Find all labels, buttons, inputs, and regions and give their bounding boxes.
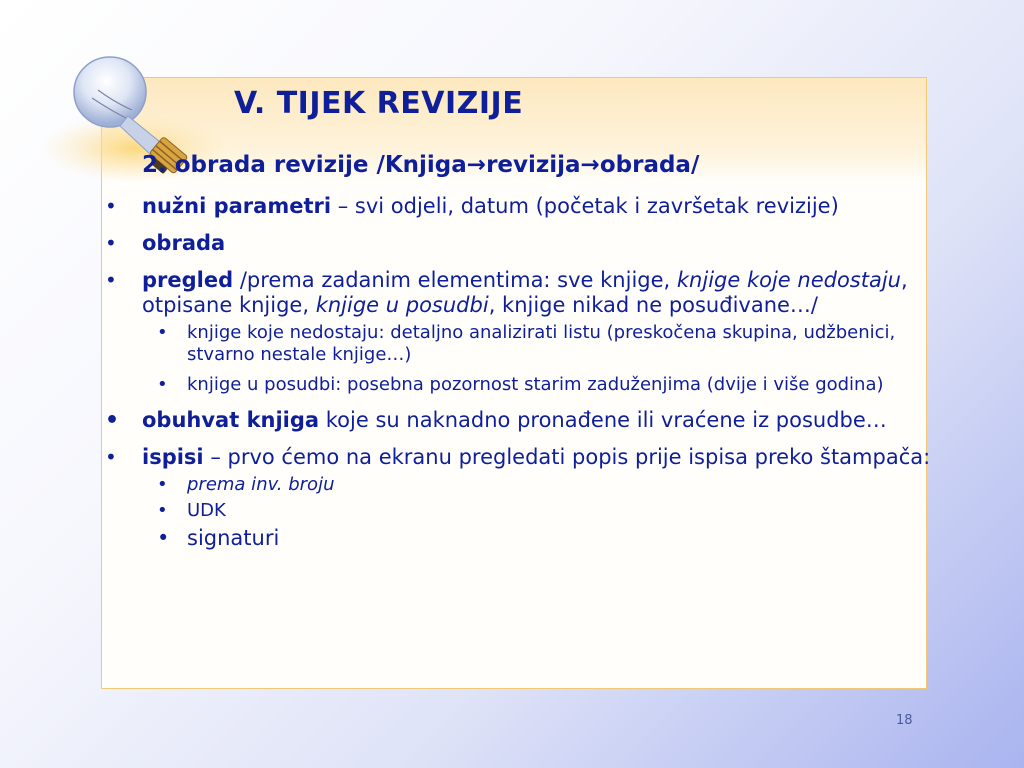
item-text: – svi odjeli, datum (početak i završetak revizije) [331, 194, 839, 218]
bullet-list [105, 194, 945, 559]
item-heading: nužni parametri [142, 194, 332, 218]
sub-item-text: prema inv. broju [187, 474, 335, 495]
sub-item-text: knjige koje nedostaju: detaljno analizirati listu (preskočena skupina, udžbenici, stvarno nestale knjige…) [187, 322, 896, 365]
bullet-icon: • [157, 500, 168, 521]
item-heading: obuhvat knjiga [142, 408, 320, 432]
item-text: – prvo ćemo na ekranu pregledati popis prije ispisa preko štampača: [203, 445, 931, 469]
list-item-obuhvat [105, 408, 945, 433]
bullet-icon: • [105, 268, 117, 292]
list-item-parametri [105, 194, 945, 219]
sub-item [105, 526, 945, 551]
sub-item-text: signaturi [187, 526, 280, 550]
item-text: , otpisane knjige, [142, 268, 908, 317]
bullet-icon: • [105, 194, 117, 218]
item-heading: pregled [142, 268, 234, 292]
sub-item [105, 500, 945, 522]
bullet-icon: • [105, 408, 120, 433]
sub-item-text: UDK [187, 500, 226, 521]
list-item-ispisi [105, 445, 945, 470]
bullet-icon: • [157, 322, 168, 343]
page-number: 18 [896, 713, 913, 728]
bullet-icon: • [157, 474, 168, 495]
bullet-icon: • [105, 445, 117, 469]
item-heading: ispisi [142, 445, 204, 469]
bullet-icon: • [157, 526, 170, 550]
item-italic: knjige u posudbi [315, 293, 489, 317]
slide-subtitle: 2. obrada revizije /Knjiga→revizija→obrada/ [142, 152, 700, 178]
list-item-obrada [105, 231, 945, 256]
item-text: koje su naknadno pronađene ili vraćene iz posudbe… [319, 408, 887, 432]
item-text: /prema zadanim elementima: sve knjige, [233, 268, 677, 292]
sub-item [105, 474, 945, 496]
sub-item [105, 322, 945, 366]
slide-title: V. TIJEK REVIZIJE [234, 86, 524, 121]
bullet-icon: • [105, 231, 117, 255]
sub-item [105, 374, 945, 396]
list-item-pregled [105, 268, 945, 318]
sub-item-text: knjige u posudbi: posebna pozornost starim zaduženjima (dvije i više godina) [187, 374, 884, 395]
item-text: , knjige nikad ne posuđivane…/ [488, 293, 819, 317]
bullet-icon: • [157, 374, 168, 395]
item-italic: knjige koje nedostaju [676, 268, 901, 292]
item-heading: obrada [142, 231, 226, 255]
